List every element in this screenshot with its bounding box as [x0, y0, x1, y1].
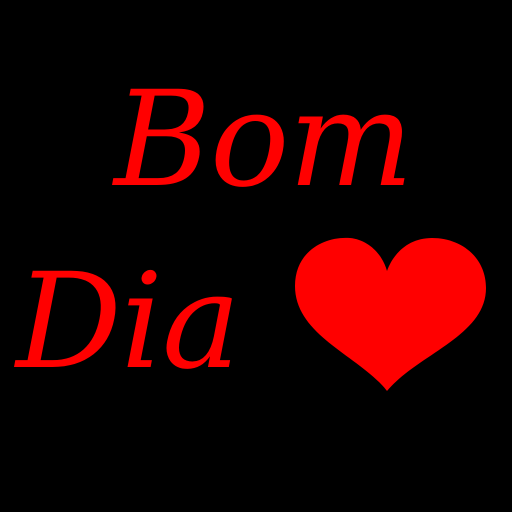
greeting-word-bom: Bom — [114, 63, 413, 217]
greeting-word-dia: Dia — [16, 245, 240, 399]
heart-icon — [290, 236, 490, 396]
heart-shape — [295, 238, 486, 391]
